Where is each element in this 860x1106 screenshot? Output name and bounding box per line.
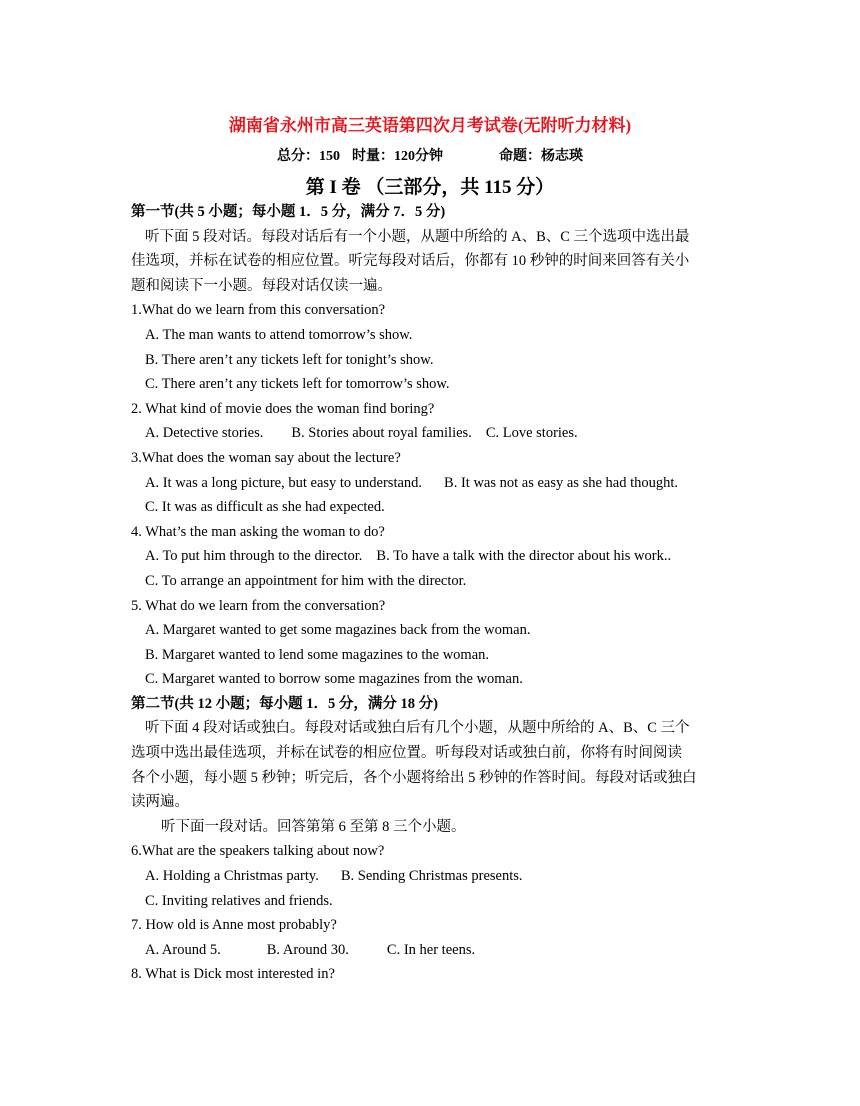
question-2: 2. What kind of movie does the woman find boring? — [131, 400, 435, 417]
section1-instruction: 听下面 5 段对话。每段对话后有一个小题，从题中所给的 A、B、C 三个选项中选出最 — [145, 228, 690, 245]
q2-option-c: C. Love stories. — [485, 425, 578, 442]
total-score: 总分：150 — [277, 149, 340, 164]
q6-options — [131, 864, 731, 889]
q1-option-b: B. There aren’t any tickets left for tonight’s show. — [145, 351, 434, 368]
section2-sub-instruction: 听下面一段对话。回答第第 6 至第 8 三个小题。 — [161, 818, 466, 835]
exam-content — [131, 200, 731, 987]
q2-option-b: B. Stories about royal families. — [291, 425, 472, 442]
q6-option-c: C. Inviting relatives and friends. — [145, 892, 333, 909]
q6-option-a: A. Holding a Christmas party. — [145, 868, 319, 885]
section1-instruction: 佳选项，并标在试卷的相应位置。听完每段对话后，你都有 10 秒钟的时间来回答有关小 — [131, 253, 690, 270]
question-4: 4. What’s the man asking the woman to do? — [131, 523, 385, 540]
part-heading: 第 I 卷 （三部分，共 115 分） — [305, 177, 555, 198]
section2-heading: 第二节(共 12 小题；每小题 1．5 分，满分 18 分) — [131, 695, 438, 712]
section2-instruction: 听下面 4 段对话或独白。每段对话或独白后有几个小题，从题中所给的 A、B、C 三个 — [145, 720, 690, 737]
question-7: 7. How old is Anne most probably? — [131, 917, 337, 934]
q7-option-c: C. In her teens. — [386, 941, 476, 958]
q2-option-a: A. Detective stories. — [145, 425, 264, 442]
exam-title: 湖南省永州市高三英语第四次月考试卷(无附听力材料) — [228, 116, 632, 135]
section2-instruction: 读两遍。 — [131, 794, 189, 811]
q4-option-a: A. To put him through to the director. — [145, 548, 363, 565]
q1-option-c: C. There aren’t any tickets left for tomorrow’s show. — [145, 376, 450, 393]
q5-option-a: A. Margaret wanted to get some magazines back from the woman. — [145, 622, 531, 639]
q7-options — [131, 938, 731, 963]
question-6: 6.What are the speakers talking about now? — [131, 843, 385, 860]
question-8: 8. What is Dick most interested in? — [131, 966, 335, 983]
exam-author: 命题：杨志瑛 — [499, 149, 583, 164]
q6-option-b: B. Sending Christmas presents. — [340, 868, 523, 885]
section2-instruction: 各个小题，每小题 5 秒钟；听完后，各个小题将给出 5 秒钟的作答时间。每段对话或独白 — [131, 769, 697, 786]
section1-instruction: 题和阅读下一小题。每段对话仅读一遍。 — [131, 277, 392, 294]
q3-option-a: A. It was a long picture, but easy to understand. — [145, 474, 423, 491]
q5-option-c: C. Margaret wanted to borrow some magazines from the woman. — [145, 671, 523, 688]
exam-meta — [0, 145, 860, 165]
q7-option-a: A. Around 5. — [145, 941, 221, 958]
time-limit: 时量：120分钟 — [352, 149, 443, 164]
q4-option-b: B. To have a talk with the director about his work.. — [376, 548, 672, 565]
q1-option-a: A. The man wants to attend tomorrow’s show. — [145, 326, 413, 343]
question-1: 1.What do we learn from this conversation? — [131, 302, 386, 319]
q3-option-b: B. It was not as easy as she had thought. — [444, 474, 679, 491]
question-3: 3.What does the woman say about the lecture? — [131, 449, 401, 466]
question-5: 5. What do we learn from the conversation? — [131, 597, 386, 614]
q2-options — [131, 421, 731, 446]
q3-option-c: C. It was as difficult as she had expected. — [145, 499, 385, 516]
q3-options — [131, 471, 731, 496]
q7-option-b: B. Around 30. — [266, 941, 349, 958]
q4-options — [131, 544, 731, 569]
section2-instruction: 选项中选出最佳选项，并标在试卷的相应位置。听每段对话或独白前，你将有时间阅读 — [131, 745, 682, 762]
q4-option-c: C. To arrange an appointment for him with the director. — [145, 572, 467, 589]
q5-option-b: B. Margaret wanted to lend some magazines to the woman. — [145, 646, 490, 663]
section1-heading: 第一节(共 5 小题；每小题 1．5 分，满分 7．5 分) — [131, 204, 446, 220]
